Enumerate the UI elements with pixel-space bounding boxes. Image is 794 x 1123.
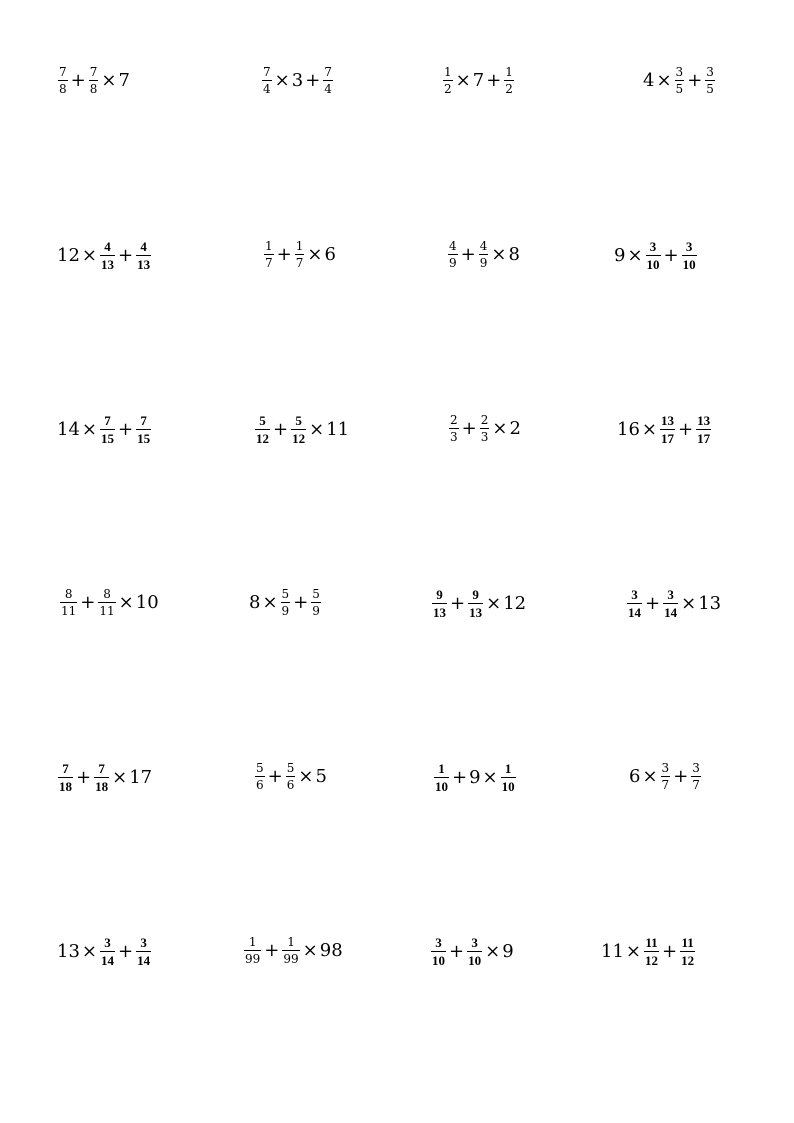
denominator: 14 <box>137 953 151 968</box>
times-sign: × <box>625 940 641 962</box>
times-sign: × <box>627 244 643 266</box>
denominator: 2 <box>505 82 513 96</box>
numerator: 3 <box>435 935 442 950</box>
plus-sign: + <box>687 69 703 91</box>
whole-number: 8 <box>249 591 261 613</box>
fraction <box>262 66 272 95</box>
denominator: 13 <box>469 605 483 620</box>
denominator: 99 <box>245 952 261 966</box>
numerator: 1 <box>295 239 304 253</box>
problem-2 <box>260 66 335 95</box>
whole-number: 7 <box>472 69 485 91</box>
numerator: 3 <box>692 761 700 775</box>
denominator: 10 <box>435 779 448 794</box>
denominator: 9 <box>479 256 488 270</box>
plus-sign: + <box>264 939 280 961</box>
denominator: 13 <box>433 605 446 620</box>
plus-sign: + <box>267 765 283 787</box>
problem-1 <box>56 66 131 95</box>
numerator: 1 <box>248 935 257 949</box>
whole-number: 8 <box>508 243 520 265</box>
numerator: 5 <box>286 761 295 775</box>
problem-4 <box>642 66 717 95</box>
problem-22 <box>242 936 344 965</box>
problem-3 <box>441 66 516 95</box>
numerator: 3 <box>685 239 693 254</box>
plus-sign: + <box>645 592 661 614</box>
numerator: 9 <box>436 587 443 602</box>
plus-sign: + <box>486 69 502 91</box>
denominator: 18 <box>95 779 109 794</box>
problem-24 <box>600 936 697 967</box>
whole-number: 16 <box>617 418 640 440</box>
fraction <box>100 414 115 445</box>
numerator: 2 <box>450 413 458 427</box>
fraction <box>480 414 490 443</box>
fraction <box>682 240 697 271</box>
times-sign: × <box>681 592 697 614</box>
fraction <box>295 240 305 269</box>
denominator: 13 <box>101 257 114 272</box>
times-sign: × <box>112 766 128 788</box>
numerator: 3 <box>631 587 638 602</box>
fraction <box>286 762 296 791</box>
problem-7 <box>446 240 521 269</box>
numerator: 4 <box>104 239 111 254</box>
denominator: 7 <box>295 256 304 270</box>
numerator: 7 <box>98 761 105 776</box>
numerator: 4 <box>479 239 488 253</box>
plus-sign: + <box>673 765 689 787</box>
whole-number: 14 <box>57 418 80 440</box>
plus-sign: + <box>273 418 289 440</box>
plus-sign: + <box>678 418 694 440</box>
fraction <box>255 762 265 791</box>
whole-number: 11 <box>326 418 350 440</box>
numerator: 1 <box>505 65 513 79</box>
numerator: 11 <box>681 935 694 950</box>
whole-number: 12 <box>503 592 527 614</box>
fraction <box>443 66 453 95</box>
numerator: 7 <box>59 65 67 79</box>
times-sign: × <box>642 765 658 787</box>
plus-sign: + <box>450 592 466 614</box>
numerator: 5 <box>295 413 302 428</box>
denominator: 8 <box>89 82 98 96</box>
fraction <box>60 588 77 617</box>
fraction <box>663 588 678 619</box>
times-sign: × <box>81 418 97 440</box>
numerator: 5 <box>281 587 290 601</box>
fraction <box>691 762 701 791</box>
problem-13 <box>58 588 160 617</box>
times-sign: × <box>455 69 471 91</box>
problem-17 <box>56 762 153 793</box>
denominator: 2 <box>444 82 452 96</box>
numerator: 13 <box>697 413 711 428</box>
problem-20 <box>628 762 703 791</box>
plus-sign: + <box>461 417 477 439</box>
fraction <box>98 588 115 617</box>
fraction <box>680 936 695 967</box>
fraction <box>644 936 659 967</box>
numerator: 11 <box>645 935 658 950</box>
numerator: 1 <box>265 239 273 253</box>
problem-12 <box>616 414 713 445</box>
plus-sign: + <box>663 244 679 266</box>
problem-8 <box>613 240 699 271</box>
fraction <box>449 414 459 443</box>
whole-number: 4 <box>643 69 655 91</box>
denominator: 12 <box>681 953 695 968</box>
fraction <box>89 66 99 95</box>
numerator: 1 <box>444 65 452 79</box>
denominator: 7 <box>661 778 670 792</box>
problem-19 <box>432 762 518 793</box>
fraction <box>501 762 516 793</box>
fraction <box>434 762 449 793</box>
fraction <box>100 240 115 271</box>
times-sign: × <box>307 243 323 265</box>
fraction <box>675 66 685 95</box>
whole-number: 10 <box>135 591 159 613</box>
denominator: 6 <box>256 778 264 792</box>
numerator: 4 <box>449 239 457 253</box>
denominator: 12 <box>292 431 306 446</box>
fraction <box>432 588 447 619</box>
fraction <box>661 762 671 791</box>
fraction <box>431 936 446 967</box>
plus-sign: + <box>70 69 86 91</box>
plus-sign: + <box>118 244 134 266</box>
fraction <box>94 762 109 793</box>
fraction <box>58 762 73 793</box>
denominator: 12 <box>645 953 658 968</box>
times-sign: × <box>262 591 278 613</box>
fraction <box>627 588 642 619</box>
numerator: 3 <box>104 935 111 950</box>
denominator: 9 <box>281 604 290 618</box>
whole-number: 5 <box>315 765 327 787</box>
plus-sign: + <box>76 766 92 788</box>
whole-number: 98 <box>319 939 343 961</box>
numerator: 7 <box>62 761 69 776</box>
numerator: 4 <box>140 239 147 254</box>
fraction <box>468 588 483 619</box>
whole-number: 9 <box>502 940 514 962</box>
plus-sign: + <box>293 591 309 613</box>
numerator: 7 <box>263 65 271 79</box>
problem-6 <box>262 240 337 269</box>
plus-sign: + <box>460 243 476 265</box>
numerator: 8 <box>103 587 111 601</box>
numerator: 3 <box>675 65 684 79</box>
denominator: 99 <box>283 952 299 966</box>
problem-15 <box>430 588 527 619</box>
whole-number: 3 <box>291 69 304 91</box>
numerator: 3 <box>471 935 478 950</box>
times-sign: × <box>491 243 507 265</box>
fraction <box>136 414 151 445</box>
fraction <box>646 240 661 271</box>
fraction <box>448 240 458 269</box>
plus-sign: + <box>452 766 468 788</box>
denominator: 17 <box>697 431 711 446</box>
problem-9 <box>56 414 153 445</box>
problem-21 <box>56 936 153 967</box>
denominator: 14 <box>101 953 114 968</box>
denominator: 5 <box>675 82 684 96</box>
times-sign: × <box>81 940 97 962</box>
fraction <box>282 936 299 965</box>
denominator: 10 <box>646 257 660 272</box>
denominator: 10 <box>501 779 515 794</box>
denominator: 7 <box>265 256 273 270</box>
fraction <box>705 66 715 95</box>
problem-5 <box>56 240 153 271</box>
fraction <box>255 414 270 445</box>
numerator: 7 <box>324 65 332 79</box>
numerator: 8 <box>64 587 73 601</box>
denominator: 10 <box>468 953 482 968</box>
denominator: 7 <box>692 778 700 792</box>
times-sign: × <box>656 69 672 91</box>
times-sign: × <box>486 592 502 614</box>
whole-number: 13 <box>57 940 80 962</box>
numerator: 3 <box>706 65 714 79</box>
denominator: 10 <box>432 953 445 968</box>
problem-14 <box>248 588 323 617</box>
problem-23 <box>429 936 515 967</box>
plus-sign: + <box>118 940 134 962</box>
denominator: 9 <box>312 604 320 618</box>
numerator: 5 <box>256 761 264 775</box>
whole-number: 9 <box>614 244 626 266</box>
denominator: 14 <box>664 605 678 620</box>
numerator: 3 <box>661 761 670 775</box>
whole-number: 17 <box>129 766 153 788</box>
numerator: 7 <box>104 413 111 428</box>
times-sign: × <box>118 591 134 613</box>
numerator: 7 <box>140 413 147 428</box>
denominator: 14 <box>628 605 641 620</box>
denominator: 4 <box>324 82 332 96</box>
whole-number: 9 <box>469 766 481 788</box>
times-sign: × <box>641 418 657 440</box>
denominator: 8 <box>59 82 67 96</box>
denominator: 11 <box>99 604 115 618</box>
fraction <box>100 936 115 967</box>
whole-number: 6 <box>629 765 641 787</box>
numerator: 1 <box>438 761 445 776</box>
numerator: 1 <box>287 935 295 949</box>
numerator: 9 <box>472 587 479 602</box>
fraction <box>58 66 68 95</box>
fraction <box>504 66 514 95</box>
denominator: 4 <box>263 82 271 96</box>
fraction <box>291 414 306 445</box>
fraction <box>136 240 151 271</box>
plus-sign: + <box>305 69 321 91</box>
times-sign: × <box>302 939 318 961</box>
times-sign: × <box>298 765 314 787</box>
fraction <box>281 588 291 617</box>
denominator: 6 <box>286 778 295 792</box>
plus-sign: + <box>276 243 292 265</box>
whole-number: 6 <box>324 243 336 265</box>
numerator: 13 <box>661 413 674 428</box>
plus-sign: + <box>449 940 465 962</box>
denominator: 12 <box>256 431 269 446</box>
denominator: 3 <box>450 430 458 444</box>
fraction <box>311 588 321 617</box>
plus-sign: + <box>662 940 678 962</box>
plus-sign: + <box>118 418 134 440</box>
problem-16 <box>625 588 722 619</box>
times-sign: × <box>492 417 508 439</box>
denominator: 13 <box>137 257 151 272</box>
numerator: 1 <box>504 761 512 776</box>
numerator: 7 <box>89 65 98 79</box>
fraction <box>323 66 333 95</box>
times-sign: × <box>101 69 117 91</box>
times-sign: × <box>485 940 501 962</box>
denominator: 10 <box>682 257 696 272</box>
whole-number: 11 <box>601 940 624 962</box>
denominator: 15 <box>101 431 114 446</box>
denominator: 17 <box>661 431 674 446</box>
denominator: 18 <box>59 779 72 794</box>
denominator: 5 <box>706 82 714 96</box>
whole-number: 2 <box>509 417 521 439</box>
times-sign: × <box>274 69 290 91</box>
whole-number: 12 <box>57 244 80 266</box>
fraction <box>244 936 261 965</box>
denominator: 11 <box>61 604 77 618</box>
whole-number: 7 <box>118 69 130 91</box>
fraction <box>479 240 489 269</box>
times-sign: × <box>482 766 498 788</box>
times-sign: × <box>81 244 97 266</box>
numerator: 2 <box>480 413 489 427</box>
times-sign: × <box>309 418 325 440</box>
denominator: 9 <box>449 256 457 270</box>
denominator: 15 <box>137 431 151 446</box>
fraction <box>136 936 151 967</box>
problem-11 <box>447 414 522 443</box>
numerator: 5 <box>312 587 320 601</box>
fraction <box>264 240 274 269</box>
plus-sign: + <box>80 591 96 613</box>
whole-number: 13 <box>698 592 722 614</box>
numerator: 5 <box>259 413 266 428</box>
numerator: 3 <box>649 239 657 254</box>
fraction <box>467 936 482 967</box>
numerator: 3 <box>667 587 674 602</box>
numerator: 3 <box>140 935 147 950</box>
denominator: 3 <box>480 430 489 444</box>
fraction <box>660 414 675 445</box>
problem-18 <box>253 762 328 791</box>
fraction <box>696 414 711 445</box>
problem-10 <box>253 414 350 445</box>
